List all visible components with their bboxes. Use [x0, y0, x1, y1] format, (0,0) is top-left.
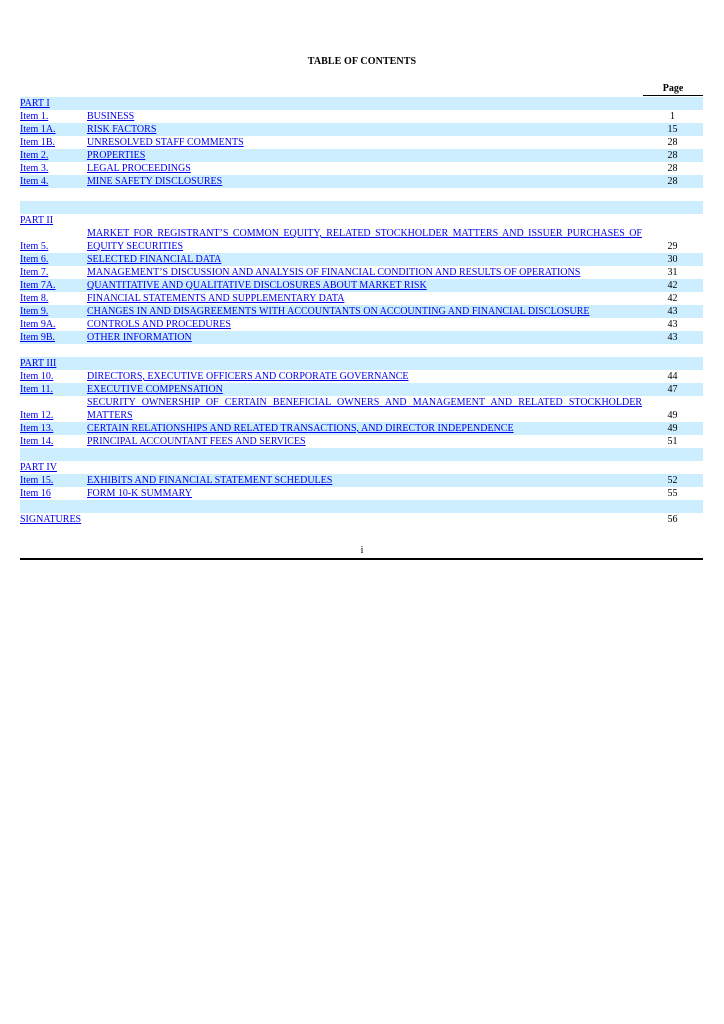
toc-item-number-cell [20, 253, 87, 266]
toc-spacer-row [20, 201, 703, 214]
item-title-link[interactable]: SECURITY OWNERSHIP OF CERTAIN BENEFICIAL OWNERS AND MANAGEMENT AND RELATED STOCKHOLDER MATTERS [87, 397, 642, 421]
item-title-link[interactable]: SELECTED FINANCIAL DATA [87, 254, 222, 265]
toc-item-title-cell [87, 383, 642, 396]
toc-page-number: 42 [667, 280, 678, 291]
toc-page-number: 55 [667, 488, 678, 499]
item-title-link[interactable]: LEGAL PROCEEDINGS [87, 163, 191, 174]
part-link[interactable]: PART III [20, 358, 57, 369]
item-number-link[interactable]: Item 2. [20, 150, 49, 161]
item-number-link[interactable]: Item 3. [20, 163, 49, 174]
footer-divider [20, 558, 703, 560]
toc-item-number-cell [20, 331, 87, 344]
toc-page-number: 28 [667, 176, 678, 187]
part-link[interactable]: PART I [20, 98, 50, 109]
toc-part-row [20, 357, 703, 370]
toc-item-title-cell [87, 305, 642, 318]
toc-item-title-cell [87, 136, 642, 149]
toc-item-number-cell [20, 110, 87, 123]
part-link[interactable]: PART II [20, 215, 54, 226]
item-number-link[interactable]: Item 7A. [20, 280, 56, 291]
toc-item-number-cell [20, 279, 87, 292]
toc-item-number-cell [20, 357, 87, 370]
toc-item-row [20, 136, 703, 149]
toc-item-row [20, 435, 703, 448]
toc-item-number-cell [20, 136, 87, 149]
toc-item-title-cell [87, 279, 642, 292]
toc-part-row [20, 97, 703, 110]
toc-item-row [20, 175, 703, 188]
toc-page-number: 31 [667, 267, 678, 278]
item-number-link[interactable]: Item 1. [20, 111, 49, 122]
item-number-link[interactable]: Item 13. [20, 423, 54, 434]
toc-item-number-cell [20, 214, 87, 227]
item-number-link[interactable]: Item 8. [20, 293, 49, 304]
toc-item-title-cell [87, 266, 642, 279]
toc-part-row [20, 461, 703, 474]
toc-item-row [20, 396, 703, 422]
toc-page-number: 28 [667, 150, 678, 161]
toc-item-row [20, 318, 703, 331]
toc-item-row [20, 305, 703, 318]
item-title-link[interactable]: CERTAIN RELATIONSHIPS AND RELATED TRANSACTIONS, AND DIRECTOR INDEPENDENCE [87, 423, 514, 434]
toc-item-row [20, 279, 703, 292]
toc-spacer-row [20, 188, 703, 201]
item-title-link[interactable]: MINE SAFETY DISCLOSURES [87, 176, 223, 187]
item-title-link[interactable]: CONTROLS AND PROCEDURES [87, 319, 231, 330]
toc-page-number: 28 [667, 137, 678, 148]
item-number-link[interactable]: Item 1A. [20, 124, 56, 135]
toc-page-number: 49 [667, 410, 678, 421]
toc-item-title-cell [87, 110, 642, 123]
toc-page-number: 42 [667, 293, 678, 304]
toc-item-number-cell [20, 162, 87, 175]
item-number-link[interactable]: Item 15. [20, 475, 54, 486]
toc-item-title-cell [87, 253, 642, 266]
item-title-link[interactable]: RISK FACTORS [87, 124, 157, 135]
toc-page-number: 52 [667, 475, 678, 486]
item-number-link[interactable]: Item 16 [20, 488, 51, 499]
toc-item-row [20, 370, 703, 383]
item-number-link[interactable]: Item 9. [20, 306, 49, 317]
item-number-link[interactable]: Item 9B. [20, 332, 55, 343]
item-number-link[interactable]: Item 6. [20, 254, 49, 265]
toc-spacer-row [20, 448, 703, 461]
item-number-link[interactable]: Item 5. [20, 241, 49, 252]
toc-page-number: 47 [667, 384, 678, 395]
toc-item-number-cell [20, 487, 87, 500]
toc-page-number: 44 [667, 371, 678, 382]
toc-item-title-cell [87, 396, 642, 422]
toc-item-title-cell [87, 292, 642, 305]
toc-item-number-cell [20, 383, 87, 396]
toc-item-row [20, 331, 703, 344]
toc-page-number: 56 [667, 514, 678, 525]
toc-item-title-cell [87, 227, 642, 253]
toc-item-row [20, 292, 703, 305]
item-number-link[interactable]: Item 1B. [20, 137, 55, 148]
item-title-link[interactable]: EXECUTIVE COMPENSATION [87, 384, 223, 395]
toc-item-row [20, 110, 703, 123]
toc-item-title-cell [87, 370, 642, 383]
toc-item-title-cell [87, 422, 642, 435]
toc-item-row [20, 487, 703, 500]
toc-item-title-cell [87, 149, 642, 162]
toc-item-row [20, 422, 703, 435]
item-title-link[interactable]: UNRESOLVED STAFF COMMENTS [87, 137, 244, 148]
toc-item-title-cell [87, 435, 642, 448]
toc-part-row [20, 214, 703, 227]
item-title-link[interactable]: FORM 10-K SUMMARY [87, 488, 193, 499]
table-of-contents [20, 97, 703, 526]
toc-item-row [20, 266, 703, 279]
toc-item-number-cell [20, 175, 87, 188]
toc-page-number: 15 [667, 124, 678, 135]
toc-item-number-cell [20, 240, 87, 253]
page-number-footer: i [360, 545, 364, 556]
item-title-link[interactable]: CHANGES IN AND DISAGREEMENTS WITH ACCOUNTANTS ON ACCOUNTING AND FINANCIAL DISCLOSURE [87, 306, 590, 317]
toc-page-number: 30 [667, 254, 678, 265]
toc-page-number: 43 [667, 319, 678, 330]
toc-spacer-row [20, 500, 703, 513]
toc-item-title-cell [87, 175, 642, 188]
toc-item-row [20, 149, 703, 162]
toc-page-number: 43 [667, 306, 678, 317]
toc-item-number-cell [20, 513, 87, 526]
toc-item-title-cell [87, 123, 642, 136]
item-number-link[interactable]: Item 4. [20, 176, 49, 187]
item-number-link[interactable]: Item 12. [20, 410, 54, 421]
toc-item-number-cell [20, 422, 87, 435]
toc-page-number: 1 [670, 111, 675, 122]
toc-item-title-cell [87, 487, 642, 500]
item-title-link[interactable]: OTHER INFORMATION [87, 332, 192, 343]
toc-item-number-cell [20, 435, 87, 448]
item-title-link[interactable]: DIRECTORS, EXECUTIVE OFFICERS AND CORPORATE GOVERNANCE [87, 371, 409, 382]
toc-page-number: 49 [667, 423, 678, 434]
toc-item-number-cell [20, 266, 87, 279]
page-column-header: Page [643, 83, 703, 96]
toc-item-number-cell [20, 123, 87, 136]
part-link[interactable]: PART IV [20, 462, 57, 473]
toc-item-number-cell [20, 149, 87, 162]
toc-item-number-cell [20, 97, 87, 110]
toc-item-row [20, 227, 703, 253]
item-number-link[interactable]: Item 10. [20, 371, 54, 382]
toc-page-number: 43 [667, 332, 678, 343]
toc-item-title-cell [87, 474, 642, 487]
toc-item-number-cell [20, 461, 87, 474]
item-number-link[interactable]: SIGNATURES [20, 514, 82, 525]
toc-item-title-cell [87, 318, 642, 331]
toc-page-number: 28 [667, 163, 678, 174]
item-number-link[interactable]: Item 11. [20, 384, 53, 395]
item-number-link[interactable]: Item 14. [20, 436, 54, 447]
item-number-link[interactable]: Item 7. [20, 267, 49, 278]
toc-item-row [20, 383, 703, 396]
toc-item-number-cell [20, 409, 87, 422]
toc-item-row [20, 513, 703, 526]
item-title-link[interactable]: MANAGEMENT’S DISCUSSION AND ANALYSIS OF FINANCIAL CONDITION AND RESULTS OF OPERATIONS [87, 267, 581, 278]
item-title-link[interactable]: QUANTITATIVE AND QUALITATIVE DISCLOSURES ABOUT MARKET RISK [87, 280, 427, 291]
item-title-link[interactable]: MARKET FOR REGISTRANT’S COMMON EQUITY, RELATED STOCKHOLDER MATTERS AND ISSUER PURCHASES OF EQUITY SECURITIES [87, 228, 642, 252]
item-title-link[interactable]: PRINCIPAL ACCOUNTANT FEES AND SERVICES [87, 436, 306, 447]
toc-item-number-cell [20, 370, 87, 383]
toc-item-row [20, 162, 703, 175]
item-title-link[interactable]: PROPERTIES [87, 150, 146, 161]
item-number-link[interactable]: Item 9A. [20, 319, 56, 330]
toc-item-number-cell [20, 474, 87, 487]
toc-item-row [20, 474, 703, 487]
item-title-link[interactable]: BUSINESS [87, 111, 135, 122]
toc-item-title-cell [87, 162, 642, 175]
toc-page-number: 51 [667, 436, 678, 447]
toc-item-title-cell [87, 331, 642, 344]
toc-item-number-cell [20, 318, 87, 331]
page-title: TABLE OF CONTENTS [307, 56, 417, 67]
item-title-link[interactable]: EXHIBITS AND FINANCIAL STATEMENT SCHEDULES [87, 475, 333, 486]
toc-page-number: 29 [667, 241, 678, 252]
toc-item-row [20, 253, 703, 266]
item-title-link[interactable]: FINANCIAL STATEMENTS AND SUPPLEMENTARY DATA [87, 293, 345, 304]
toc-spacer-row [20, 344, 703, 357]
toc-item-row [20, 123, 703, 136]
toc-item-number-cell [20, 292, 87, 305]
toc-item-number-cell [20, 305, 87, 318]
